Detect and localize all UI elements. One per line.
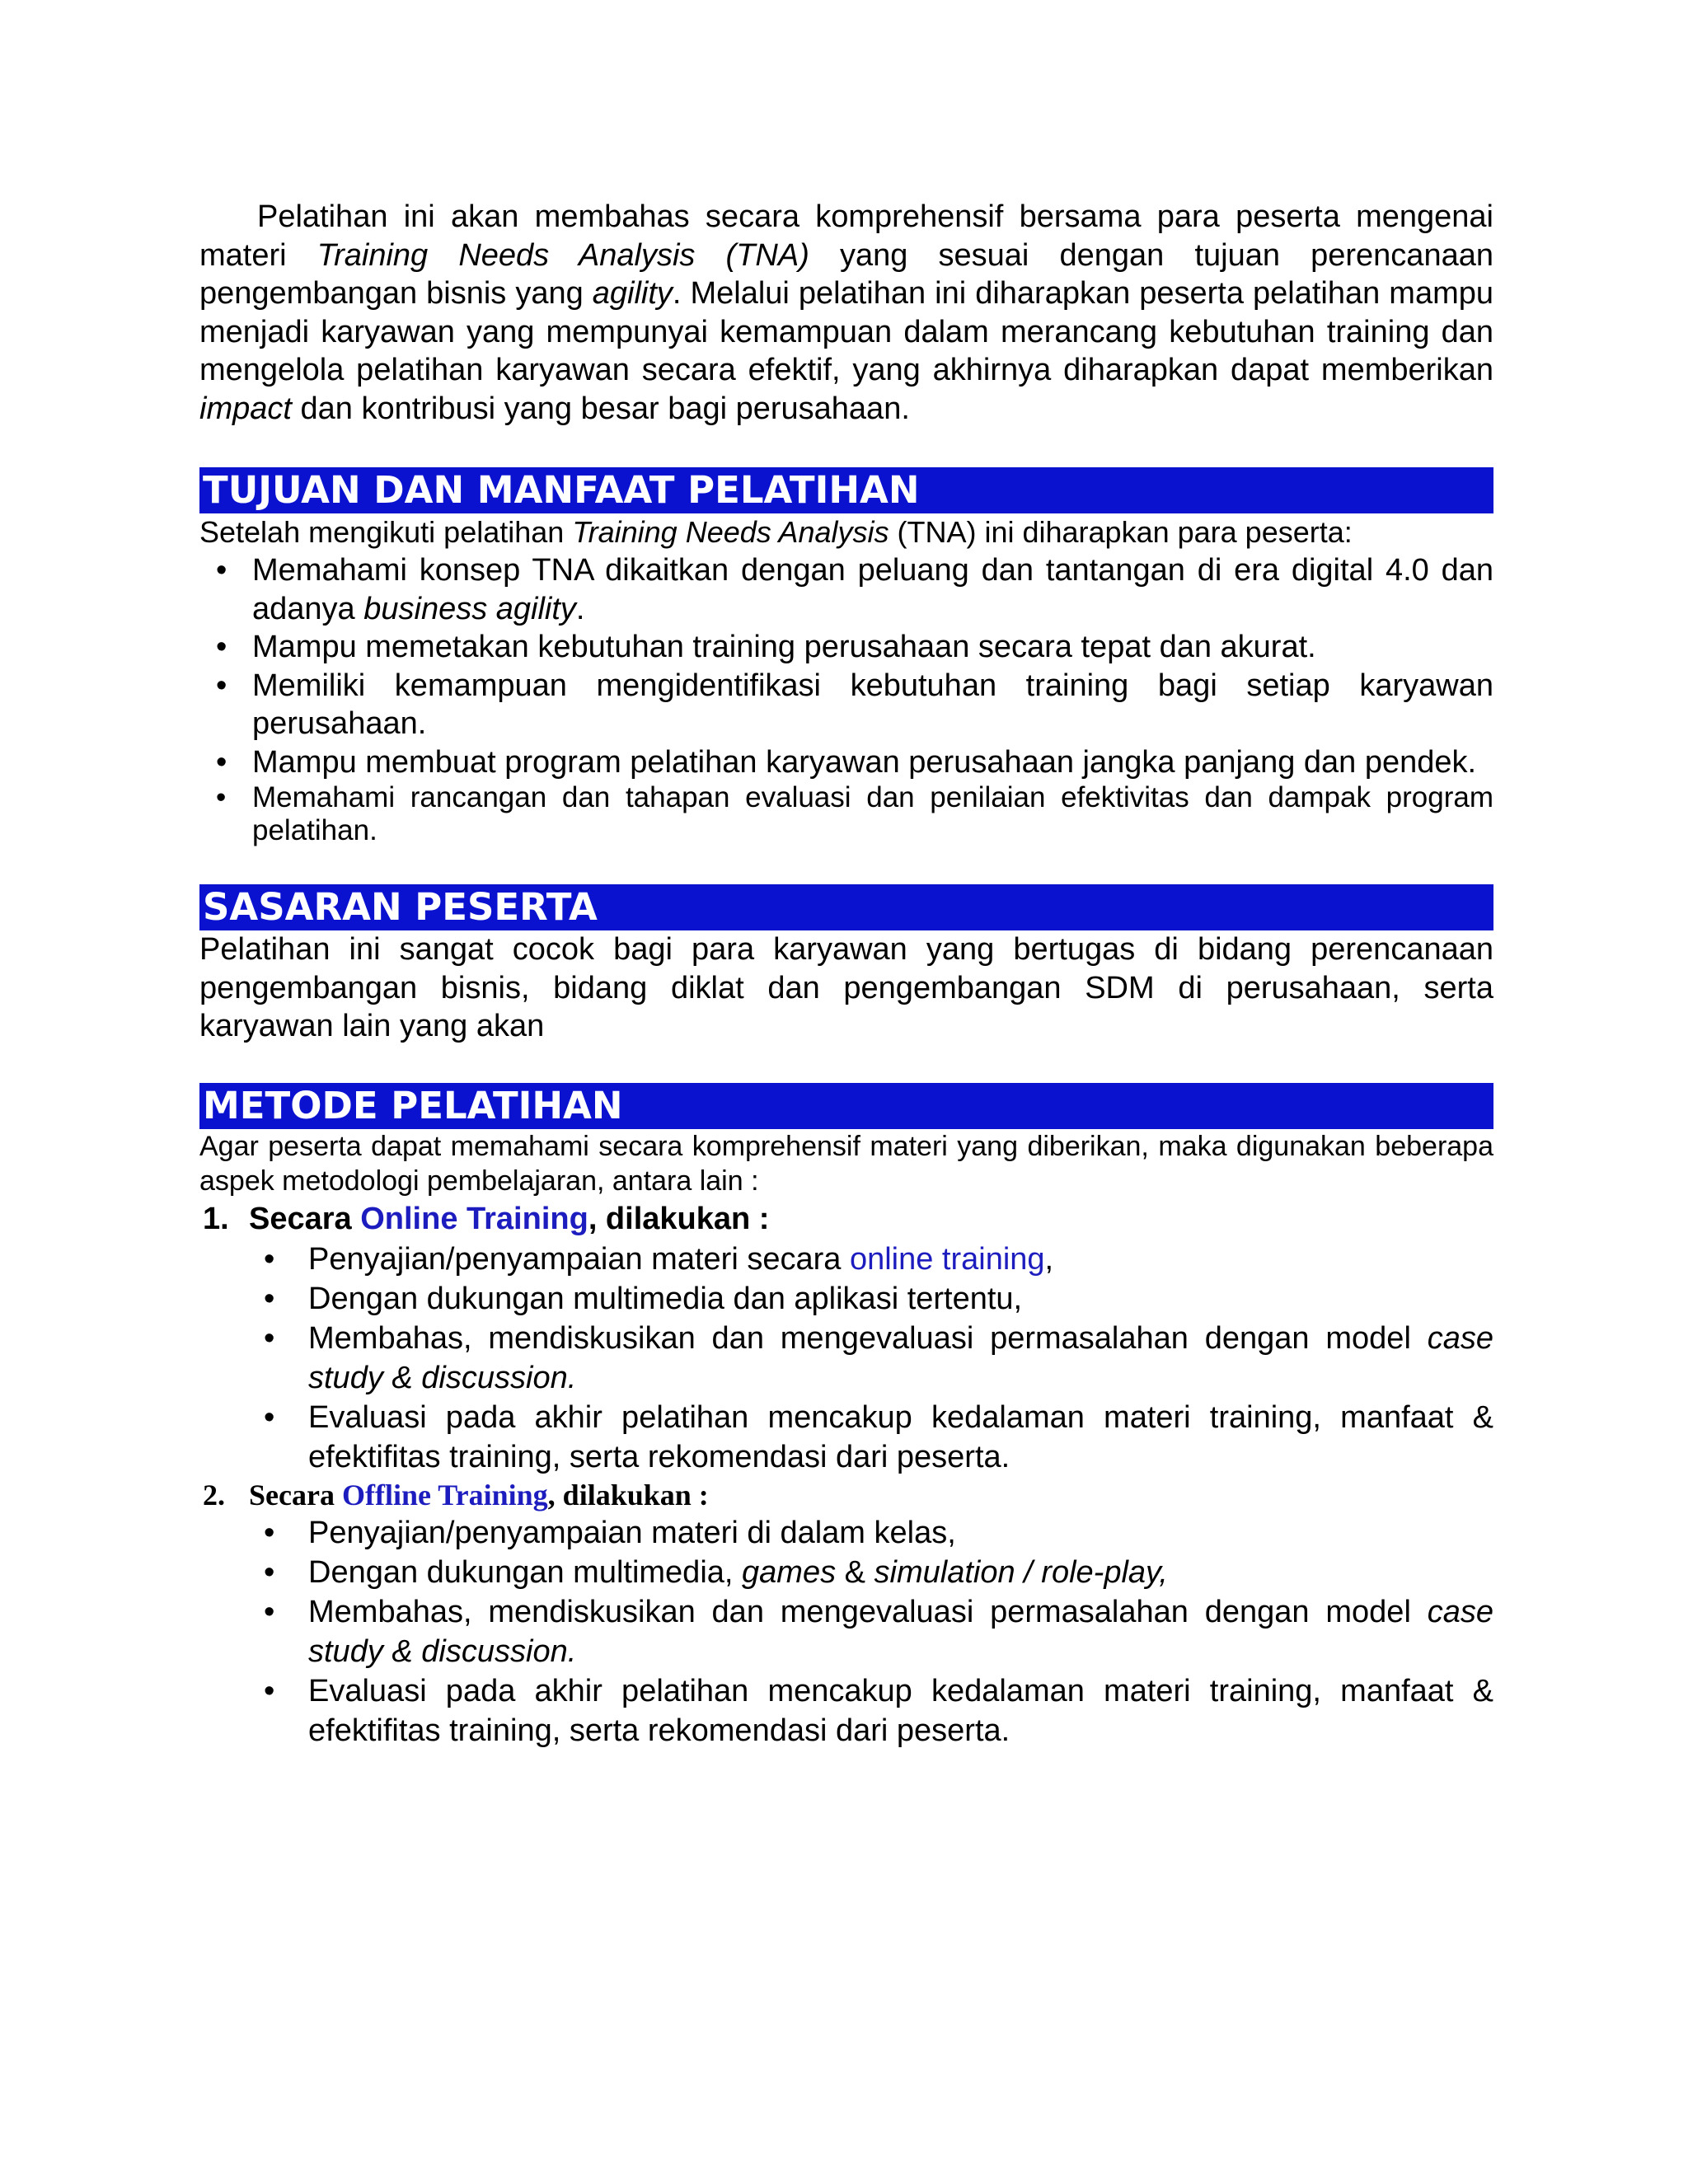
metode-lead: Agar peserta dapat memahami secara komprehensif materi yang diberikan, maka digunakan beberapa aspek metodologi pembelajaran, antara lain : [199, 1130, 1493, 1197]
list-item: • Memahami konsep TNA dikaitkan dengan peluang dan tantangan di era digital 4.0 dan adanya business agility. [199, 551, 1493, 628]
tujuan-lead: Setelah mengikuti pelatihan Training Needs Analysis (TNA) ini diharapkan para peserta: [199, 515, 1353, 549]
offline-training-heading: 2. Secara Offline Training, dilakukan : [203, 1478, 709, 1511]
list-item: • Membahas, mendiskusikan dan mengevaluasi permasalahan dengan model case study & discussion. [199, 1319, 1493, 1398]
section-heading-tujuan: TUJUAN DAN MANFAAT PELATIHAN [199, 467, 1493, 513]
list-item: • Evaluasi pada akhir pelatihan mencakup kedalaman materi training, manfaat & efektifitas training, serta rekomendasi dari peserta. [199, 1398, 1493, 1477]
section-heading-metode: METODE PELATIHAN [199, 1083, 1493, 1129]
list-item: • Memahami rancangan dan tahapan evaluasi dan penilaian efektivitas dan dampak program pelatihan. [199, 781, 1493, 847]
list-item: • Dengan dukungan multimedia, games & simulation / role-play, [199, 1553, 1493, 1592]
tujuan-list [199, 551, 1493, 847]
online-training-list [199, 1240, 1493, 1477]
list-item: • Mampu memetakan kebutuhan training perusahaan secara tepat dan akurat. [199, 628, 1493, 667]
section-heading-sasaran: SASARAN PESERTA [199, 884, 1493, 930]
list-item: • Penyajian/penyampaian materi secara online training, [199, 1240, 1493, 1279]
list-item: • Mampu membuat program pelatihan karyawan perusahaan jangka panjang dan pendek. [199, 743, 1493, 782]
intro-paragraph: Pelatihan ini akan membahas secara komprehensif bersama para peserta mengenai materi Training Needs Analysis (TNA) yang sesuai dengan tujuan perencanaan pengembangan bisnis yang agility. Melalui pelatihan ini diharapkan peserta pelatihan mampu menjadi karyawan yang mempunyai kemampuan dalam merancang kebutuhan training dan mengelola pelatihan karyawan secara efektif, yang akhirnya diharapkan dapat memberikan impact dan kontribusi yang besar bagi perusahaan. [199, 199, 1493, 426]
list-item: • Dengan dukungan multimedia dan aplikasi tertentu, [199, 1279, 1493, 1319]
list-item: • Evaluasi pada akhir pelatihan mencakup kedalaman materi training, manfaat & efektifitas training, serta rekomendasi dari peserta. [199, 1671, 1493, 1750]
list-item: • Penyajian/penyampaian materi di dalam kelas, [199, 1513, 1493, 1553]
page-content [199, 198, 1493, 1750]
sasaran-paragraph: Pelatihan ini sangat cocok bagi para karyawan yang bertugas di bidang perencanaan pengembangan bisnis, bidang diklat dan pengembangan SDM di perusahaan, serta karyawan lain yang akan [199, 932, 1493, 1043]
list-item: • Memiliki kemampuan mengidentifikasi kebutuhan training bagi setiap karyawan perusahaan. [199, 667, 1493, 743]
offline-training-list [199, 1513, 1493, 1750]
online-training-heading: 1. Secara Online Training, dilakukan : [203, 1201, 770, 1236]
list-item: • Membahas, mendiskusikan dan mengevaluasi permasalahan dengan model case study & discussion. [199, 1592, 1493, 1671]
